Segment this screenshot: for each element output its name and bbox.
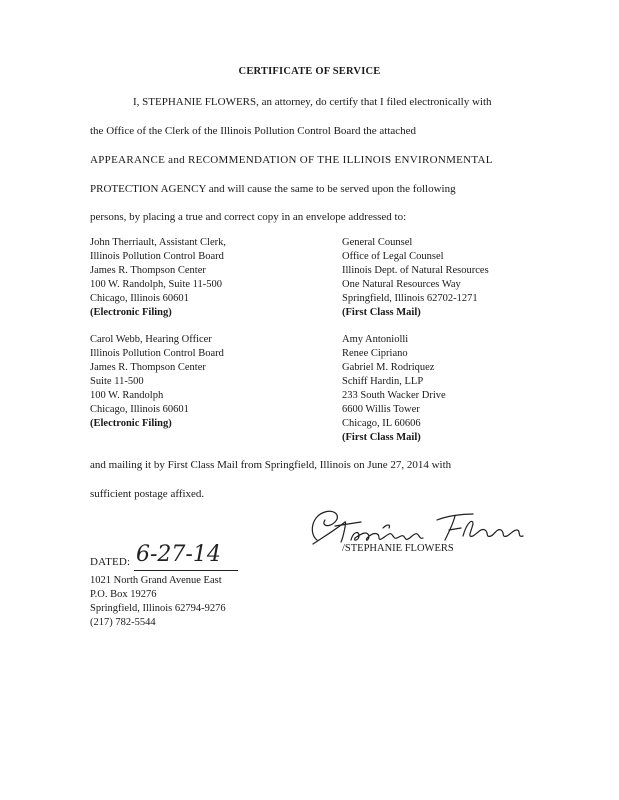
sender-address-line: 1021 North Grand Avenue East <box>90 575 222 586</box>
address-line: Springfield, Illinois 62702-1271 <box>342 293 478 304</box>
body-line-2: the Office of the Clerk of the Illinois Pollution Control Board the attached <box>90 125 417 137</box>
address-line: 6600 Willis Tower <box>342 404 420 415</box>
signatory-name: /STEPHANIE FLOWERS <box>342 543 454 554</box>
address-line: Illinois Pollution Control Board <box>90 251 224 262</box>
sender-address-line: Springfield, Illinois 62794-9276 <box>90 603 226 614</box>
addressee-block-left-2 <box>90 333 224 431</box>
address-line: Illinois Pollution Control Board <box>90 348 224 359</box>
sender-address-line: (217) 782-5544 <box>90 617 156 628</box>
address-line: Office of Legal Counsel <box>342 251 444 262</box>
address-line: James R. Thompson Center <box>90 362 206 373</box>
address-line: General Counsel <box>342 237 413 248</box>
addressee-block-right-1 <box>342 236 489 320</box>
address-line: Carol Webb, Hearing Officer <box>90 334 212 345</box>
page-title: CERTIFICATE OF SERVICE <box>238 66 381 77</box>
dated-value: 6-27-14 <box>136 542 221 567</box>
address-line: 233 South Wacker Drive <box>342 390 446 401</box>
delivery-method: (First Class Mail) <box>342 307 421 318</box>
delivery-method: (First Class Mail) <box>342 432 421 443</box>
dated-label: DATED: <box>90 556 131 568</box>
sender-address-line: P.O. Box 19276 <box>90 589 157 600</box>
address-line: Gabriel M. Rodriquez <box>342 362 435 373</box>
address-line: Schiff Hardin, LLP <box>342 376 424 387</box>
address-line: Amy Antoniolli <box>342 334 409 345</box>
delivery-method: (Electronic Filing) <box>90 418 172 429</box>
body-line-5: persons, by placing a true and correct copy in an envelope addressed to: <box>90 211 407 223</box>
address-line: 100 W. Randolph, Suite 11-500 <box>90 279 223 290</box>
addressee-block-left-1 <box>90 236 226 320</box>
addressee-block-right-2 <box>342 333 446 445</box>
sender-address <box>90 574 226 630</box>
address-line: Suite 11-500 <box>90 376 144 387</box>
address-line: Renee Cipriano <box>342 348 408 359</box>
body-line-3: APPEARANCE and RECOMMENDATION OF THE ILLINOIS ENVIRONMENTAL <box>90 154 493 166</box>
dated-underline <box>134 570 238 571</box>
closing-line-2: sufficient postage affixed. <box>90 488 205 500</box>
address-line: One Natural Resources Way <box>342 279 461 290</box>
address-line: Chicago, Illinois 60601 <box>90 404 189 415</box>
address-line: John Therriault, Assistant Clerk, <box>90 237 227 248</box>
address-line: Illinois Dept. of Natural Resources <box>342 265 489 276</box>
address-line: Chicago, Illinois 60601 <box>90 293 189 304</box>
address-line: James R. Thompson Center <box>90 265 206 276</box>
closing-line-1: and mailing it by First Class Mail from Springfield, Illinois on June 27, 2014 with <box>90 459 452 471</box>
delivery-method: (Electronic Filing) <box>90 307 172 318</box>
address-line: 100 W. Randolph <box>90 390 164 401</box>
body-line-1: I, STEPHANIE FLOWERS, an attorney, do certify that I filed electronically with <box>133 96 492 108</box>
body-line-4: PROTECTION AGENCY and will cause the same to be served upon the following <box>90 183 456 195</box>
address-line: Chicago, IL 60606 <box>342 418 421 429</box>
